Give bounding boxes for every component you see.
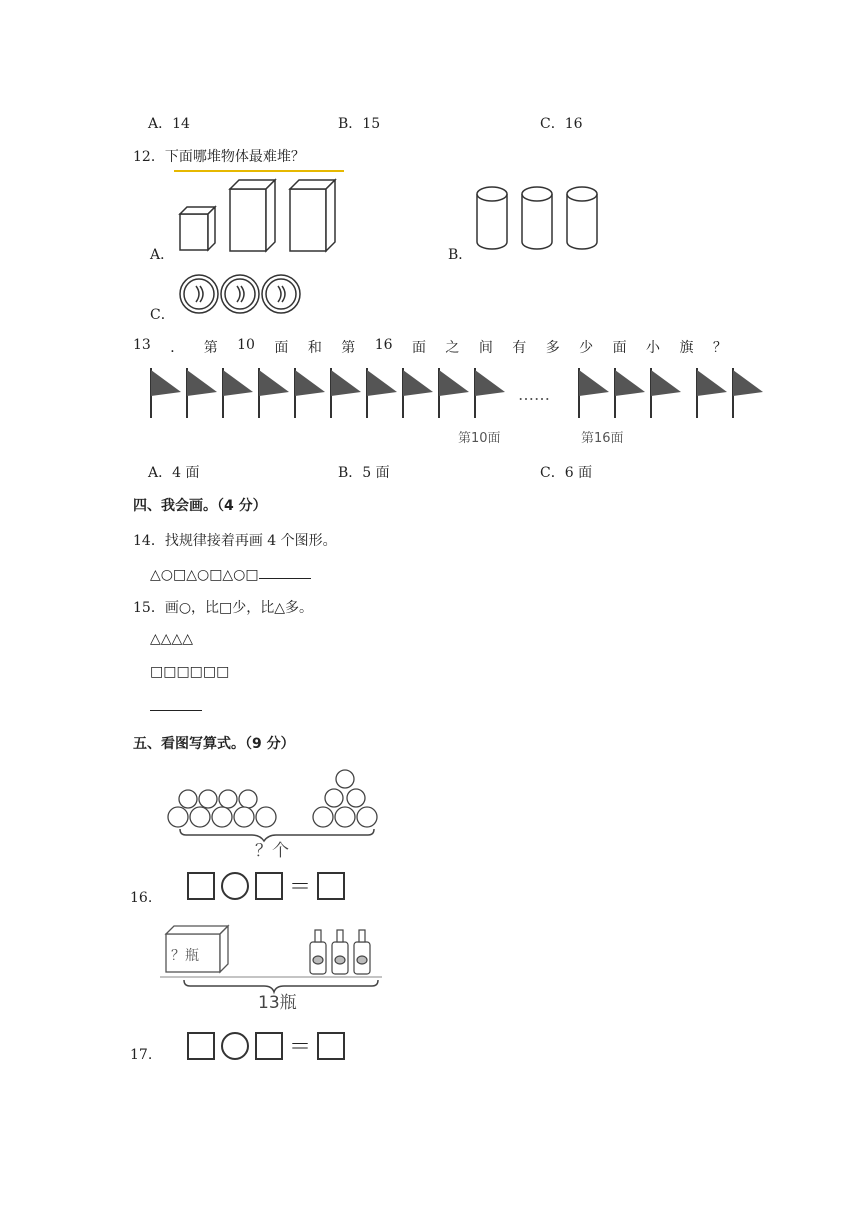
q16-equation <box>187 870 345 901</box>
q16-result-box[interactable] <box>317 872 345 900</box>
q13-char: 间 <box>478 340 493 356</box>
q17-equals-sign: ＝ <box>289 1035 312 1060</box>
cylinders-picture <box>472 184 607 254</box>
bottle-icon <box>310 930 326 974</box>
highlight-line <box>174 170 344 172</box>
q13-char: 第 <box>341 340 356 356</box>
q16-question-label: ？个 <box>255 841 289 861</box>
balls-picture <box>178 272 308 318</box>
cylinder-1 <box>477 187 507 249</box>
q12-option-a-label[interactable]: A． <box>150 247 175 263</box>
section-5-title: 五、看图写算式。（9 分） <box>133 736 295 752</box>
q15-stem: 15．画○，比□少，比△多。 <box>133 600 314 616</box>
q12-option-c-label[interactable]: C． <box>150 307 175 323</box>
tall-cuboid-1 <box>230 189 266 251</box>
q16-equals-sign: ＝ <box>289 875 312 900</box>
q13-char: 面 <box>612 340 627 356</box>
q13-char: 之 <box>445 340 460 356</box>
q12-stem: 12．下面哪堆物体最难堆？ <box>133 149 305 165</box>
q16-box-2[interactable] <box>255 872 283 900</box>
q14-stem: 14．找规律接着再画 4 个图形。 <box>133 533 337 549</box>
q15-squares: □□□□□□ <box>150 664 230 680</box>
q13-char: 小 <box>646 340 661 356</box>
cylinder-2 <box>522 187 552 249</box>
q13-char: 少 <box>579 340 594 356</box>
q13-char: 面 <box>274 340 289 356</box>
caption-10th-flag: 第10面 <box>458 431 501 446</box>
caption-16th-flag: 第16面 <box>581 431 624 446</box>
q13-char: 多 <box>545 340 560 356</box>
q13-stem <box>133 337 727 357</box>
q13-char: 和 <box>307 340 322 356</box>
q13-char: 16 <box>374 337 393 353</box>
q17-total-label: 13瓶 <box>258 993 297 1013</box>
q13-option-a[interactable]: A．4 面 <box>148 465 200 481</box>
q17-number: 17. <box>130 1047 153 1063</box>
q14-pattern-line <box>150 564 311 583</box>
q11-option-a[interactable]: A．14 <box>148 116 190 132</box>
tall-cuboid-2 <box>290 189 326 251</box>
q13-char: ． <box>170 340 185 356</box>
q13-option-c[interactable]: C．6 面 <box>540 465 593 481</box>
q13-char: 有 <box>512 340 527 356</box>
q15-triangles: △△△△ <box>150 631 194 647</box>
q14-pattern: △○□△○□△○□ <box>150 567 259 583</box>
q17-operator-circle[interactable] <box>221 1032 249 1060</box>
q14-answer-blank[interactable] <box>259 564 311 579</box>
cylinder-3 <box>567 187 597 249</box>
q13-char: 旗 <box>679 340 694 356</box>
q13-char: ？ <box>712 340 727 356</box>
q11-option-b[interactable]: B．15 <box>338 116 381 132</box>
q13-number: 13 <box>133 337 151 353</box>
flags-ellipsis: …… <box>518 385 550 404</box>
q17-result-box[interactable] <box>317 1032 345 1060</box>
flags-picture <box>148 366 768 424</box>
q13-char: 面 <box>411 340 426 356</box>
q16-number: 16. <box>130 890 153 906</box>
q13-option-b[interactable]: B．5 面 <box>338 465 390 481</box>
q11-option-c[interactable]: C．16 <box>540 116 583 132</box>
q17-equation <box>187 1030 345 1061</box>
q13-char: 第 <box>203 340 218 356</box>
small-cuboid <box>180 214 208 250</box>
q16-box-1[interactable] <box>187 872 215 900</box>
q17-box-label: ？瓶 <box>171 948 199 964</box>
q12-option-b-label[interactable]: B． <box>448 247 473 263</box>
q16-operator-circle[interactable] <box>221 872 249 900</box>
q15-answer-blank[interactable] <box>150 710 202 711</box>
bottle-icon <box>332 930 348 974</box>
q13-char: 10 <box>237 337 255 353</box>
cuboids-picture <box>175 176 345 256</box>
bottle-icon <box>354 930 370 974</box>
q17-box-1[interactable] <box>187 1032 215 1060</box>
q17-box-2[interactable] <box>255 1032 283 1060</box>
section-4-title: 四、我会画。（4 分） <box>133 498 267 514</box>
